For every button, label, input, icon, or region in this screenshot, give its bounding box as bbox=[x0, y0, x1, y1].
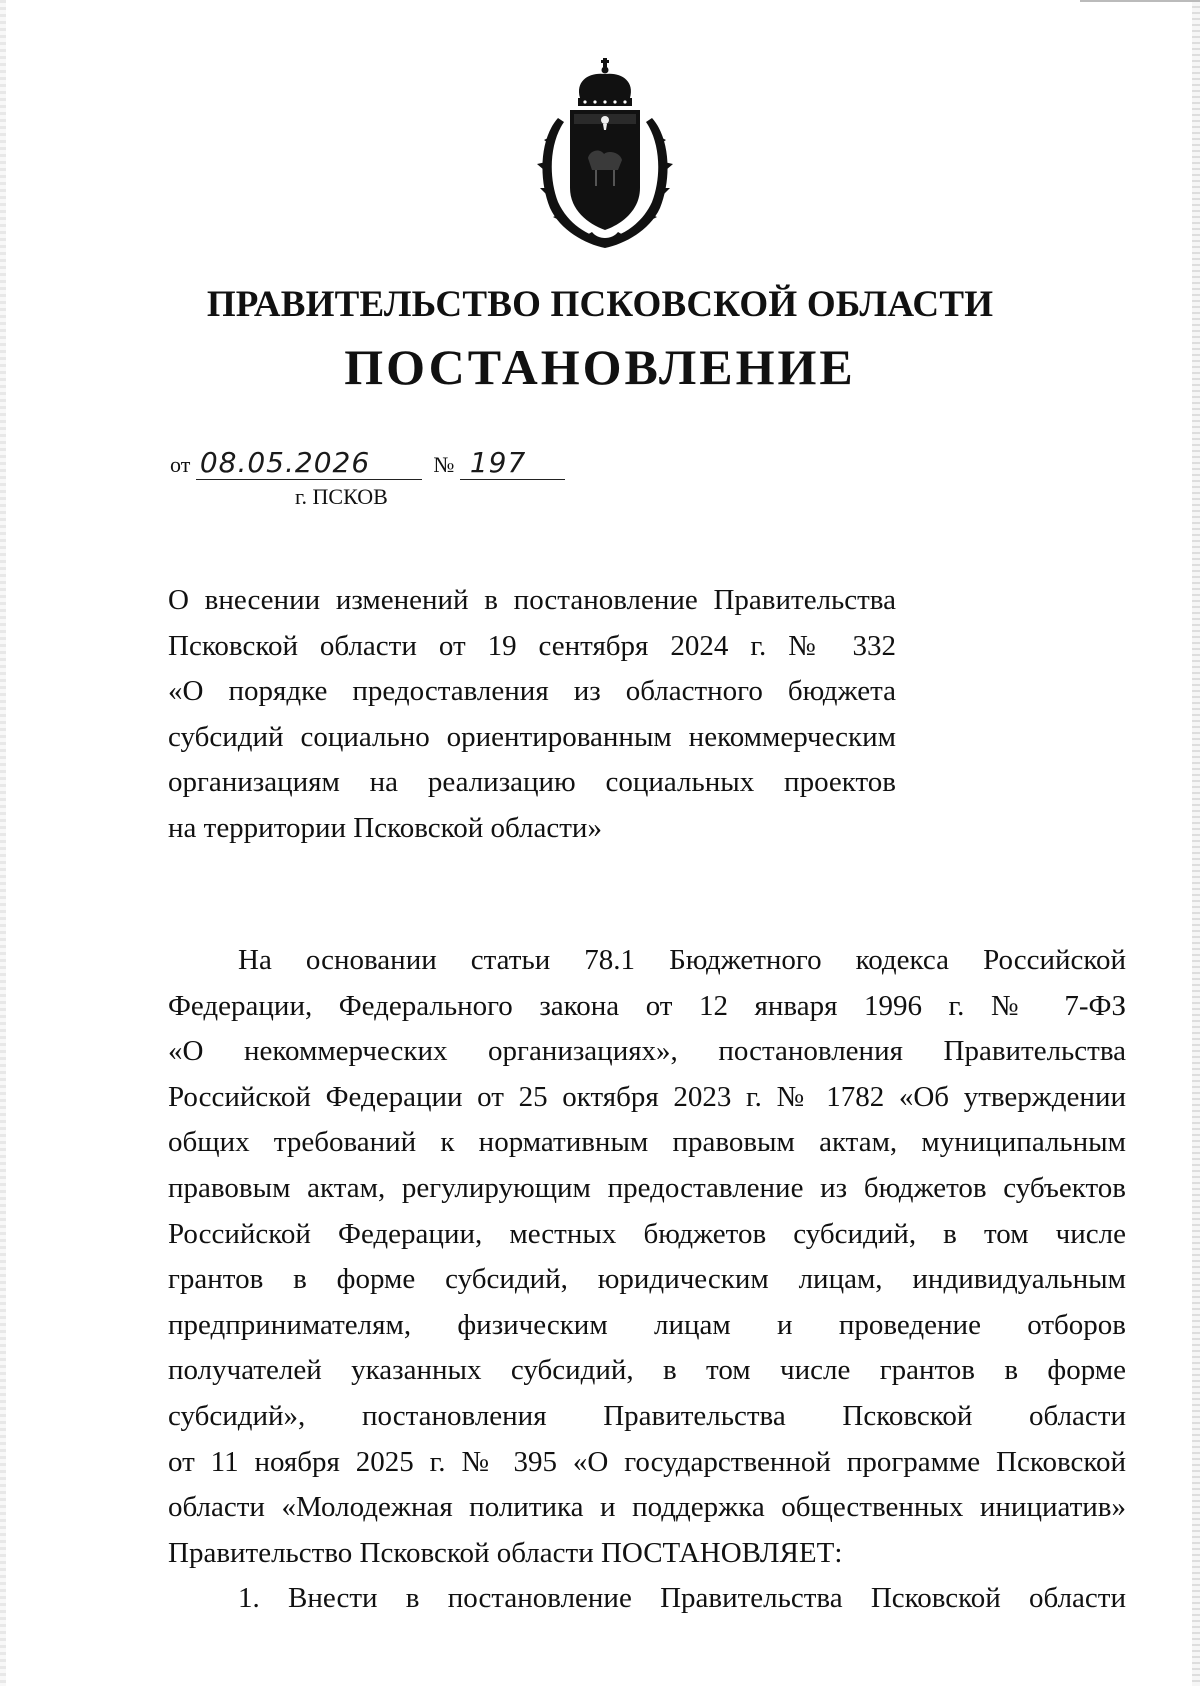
scan-edge-right bbox=[1192, 0, 1200, 1686]
document-type-title: ПОСТАНОВЛЕНИЕ bbox=[344, 339, 856, 395]
body-line: общих требований к нормативным правовым актам, муниципальным bbox=[168, 1126, 1126, 1159]
body-line: 1. Внести в постановление Правительства Псковской области bbox=[238, 1582, 1126, 1615]
scan-edge-left bbox=[0, 0, 6, 1686]
city-label: г. ПСКОВ bbox=[295, 484, 388, 509]
subject-line: «О порядке предоставления из областного бюджета bbox=[168, 675, 896, 707]
body-line: Российской Федерации, местных бюджетов субсидий, в том числе bbox=[168, 1217, 1126, 1250]
number-value: 197 bbox=[469, 446, 527, 479]
date-number-line bbox=[170, 446, 565, 480]
body-line: Российской Федерации от 25 октября 2023 г. № 1782 «Об утверждении bbox=[168, 1080, 1126, 1113]
subject-line: О внесении изменений в постановление Правительства bbox=[168, 584, 896, 616]
document-body bbox=[168, 938, 1126, 1622]
shield-icon bbox=[570, 110, 640, 230]
body-line: получателей указанных субсидий, в том числе грантов в форме bbox=[168, 1354, 1126, 1387]
coat-of-arms-emblem bbox=[530, 58, 680, 253]
subject-line: Псковской области от 19 сентября 2024 г. № 332 bbox=[168, 629, 896, 662]
scan-edge-top bbox=[1080, 0, 1200, 2]
body-line: правовым актам, регулирующим предоставление из бюджетов субъектов bbox=[168, 1171, 1126, 1204]
number-field bbox=[460, 446, 565, 480]
subject-line: организациям на реализацию социальных проектов bbox=[168, 766, 896, 798]
subject-line: на территории Псковской области» bbox=[168, 811, 602, 844]
body-line: области «Молодежная политика и поддержка общественных инициатив» bbox=[168, 1491, 1126, 1524]
body-line: «О некоммерческих организациях», постановления Правительства bbox=[168, 1035, 1126, 1068]
body-line: грантов в форме субсидий, юридическим лицам, индивидуальным bbox=[168, 1263, 1126, 1296]
body-line: предпринимателям, физическим лицам и проведение отборов bbox=[168, 1308, 1126, 1341]
date-field bbox=[196, 446, 422, 480]
document-subject bbox=[168, 578, 896, 851]
date-prefix: от bbox=[170, 452, 191, 477]
body-line: субсидий», постановления Правительства Псковской области bbox=[168, 1399, 1126, 1432]
number-prefix: № bbox=[433, 452, 455, 477]
body-line: Правительство Псковской области ПОСТАНОВЛЯЕТ: bbox=[168, 1536, 843, 1569]
crown-icon bbox=[578, 58, 632, 106]
body-line: Федерации, Федерального закона от 12 января 1996 г. № 7-ФЗ bbox=[168, 989, 1126, 1022]
date-value: 08.05.2026 bbox=[199, 446, 371, 479]
body-line: На основании статьи 78.1 Бюджетного кодекса Российской bbox=[238, 944, 1126, 976]
organization-title: ПРАВИТЕЛЬСТВО ПСКОВСКОЙ ОБЛАСТИ bbox=[206, 284, 994, 325]
subject-line: субсидий социально ориентированным некоммерческим bbox=[168, 720, 896, 753]
body-line: от 11 ноября 2025 г. № 395 «О государственной программе Псковской bbox=[168, 1445, 1126, 1478]
